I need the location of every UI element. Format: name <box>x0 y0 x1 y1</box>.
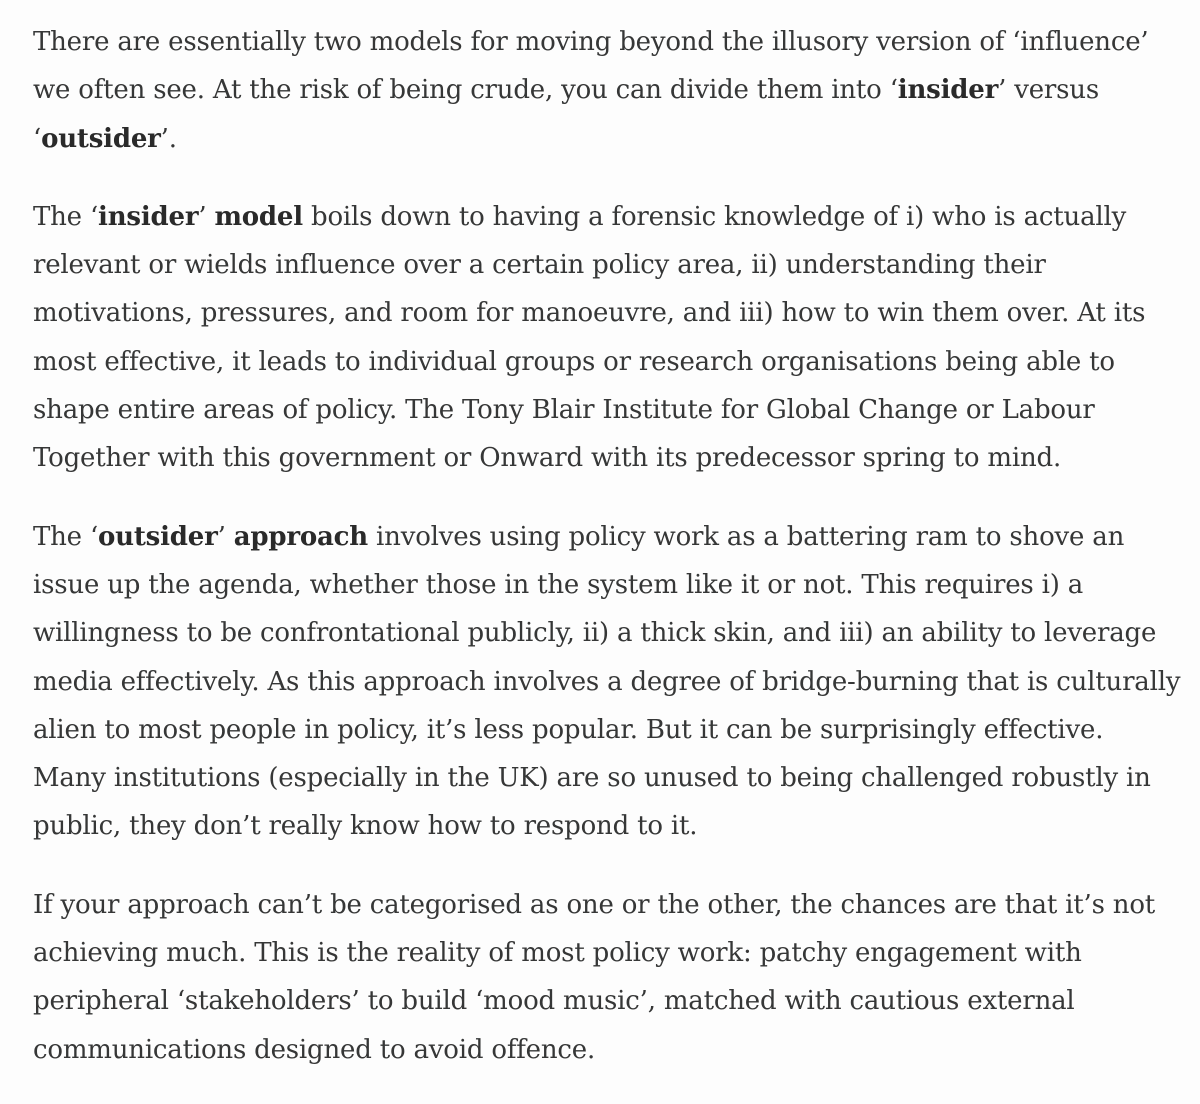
article-body <box>33 18 1183 1104</box>
paragraph-insider-model: The ‘insider’ model boils down to having a forensic knowledge of i) who is actually relevant or wields influence over a certain policy area, ii) understanding their motivations, pressures, and room for manoeuvre, and iii) how to win them over. At its most effective, it leads to individual groups or research organisations being able to shape entire areas of policy. The Tony Blair Institute for Global Change or Labour Together with this government or Onward with its predecessor spring to mind. <box>33 201 1146 474</box>
paragraph-conclusion: If your approach can’t be categorised as one or the other, the chances are that it’s not achieving much. This is the reality of most policy work: patchy engagement with peripheral ‘stakeholders’ to build ‘mood music’, matched with cautious external communications designed to avoid offence. <box>33 889 1156 1065</box>
outsider-term: outsider <box>41 123 161 154</box>
outsider-term: outsider <box>98 521 218 552</box>
paragraph-intro: There are essentially two models for moving beyond the illusory version of ‘influence’ we often see. At the risk of being crude, you can divide them into ‘insider’ versus ‘outsider’. <box>33 27 1149 154</box>
model-term: model <box>214 201 303 232</box>
approach-term: approach <box>233 521 368 552</box>
paragraph-outsider-approach: The ‘outsider’ approach involves using policy work as a battering ram to shove an issue up the agenda, whether those in the system like it or not. This requires i) a willingness to be confrontational publicly, ii) a thick skin, and iii) an ability to leverage media effectively. As this approach involves a degree of bridge-burning that is culturally alien to most people in policy, it’s less popular. But it can be surprisingly effective. Many institutions (especially in the UK) are so unused to being challenged robustly in public, they don’t really know how to respond to it. <box>33 521 1181 842</box>
insider-term: insider <box>897 75 999 106</box>
insider-term: insider <box>98 201 199 232</box>
